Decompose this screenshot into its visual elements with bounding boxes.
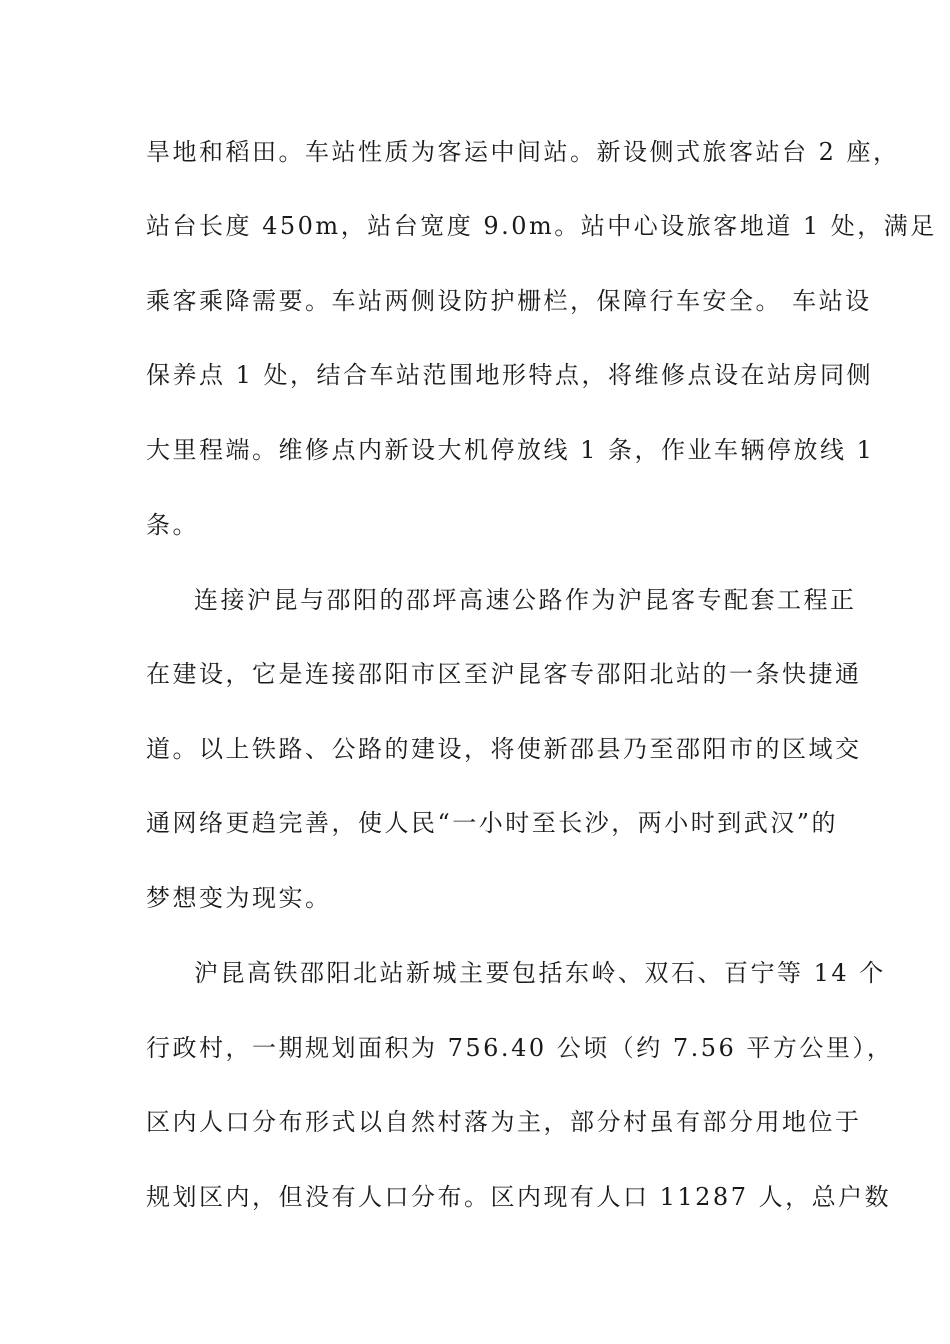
text-line-14: 区内人口分布形式以自然村落为主，部分村虽有部分用地位于 bbox=[146, 1108, 862, 1136]
text-line-7: 连接沪昆与邵阳的邵坪高速公路作为沪昆客专配套工程正 bbox=[194, 586, 857, 614]
text-line-12: 沪昆高铁邵阳北站新城主要包括东岭、双石、百宁等 14 个 bbox=[194, 959, 886, 987]
text-line-2: 站台长度 450m，站台宽度 9.0m。站中心设旅客地道 1 处，满足 bbox=[146, 212, 937, 240]
text-line-6: 条。 bbox=[146, 511, 199, 539]
text-line-10: 通网络更趋完善，使人民“一小时至长沙，两小时到武汉”的 bbox=[146, 809, 839, 837]
text-line-1: 旱地和稻田。车站性质为客运中间站。新设侧式旅客站台 2 座， bbox=[146, 138, 900, 166]
text-line-5: 大里程端。维修点内新设大机停放线 1 条，作业车辆停放线 1 bbox=[146, 436, 875, 464]
text-line-15: 规划区内，但没有人口分布。区内现有人口 11287 人，总户数 bbox=[146, 1183, 892, 1211]
text-line-13: 行政村，一期规划面积为 756.40 公顷（约 7.56 平方公里）， bbox=[146, 1034, 894, 1062]
text-line-9: 道。以上铁路、公路的建设，将使新邵县乃至邵阳市的区域交 bbox=[146, 735, 862, 763]
text-line-4: 保养点 1 处，结合车站范围地形特点，将维修点设在站房同侧 bbox=[146, 361, 874, 389]
text-line-3: 乘客乘降需要。车站两侧设防护栅栏，保障行车安全。 车站设 bbox=[146, 287, 872, 315]
text-line-8: 在建设，它是连接邵阳市区至沪昆客专邵阳北站的一条快捷通 bbox=[146, 660, 862, 688]
text-line-11: 梦想变为现实。 bbox=[146, 884, 332, 912]
